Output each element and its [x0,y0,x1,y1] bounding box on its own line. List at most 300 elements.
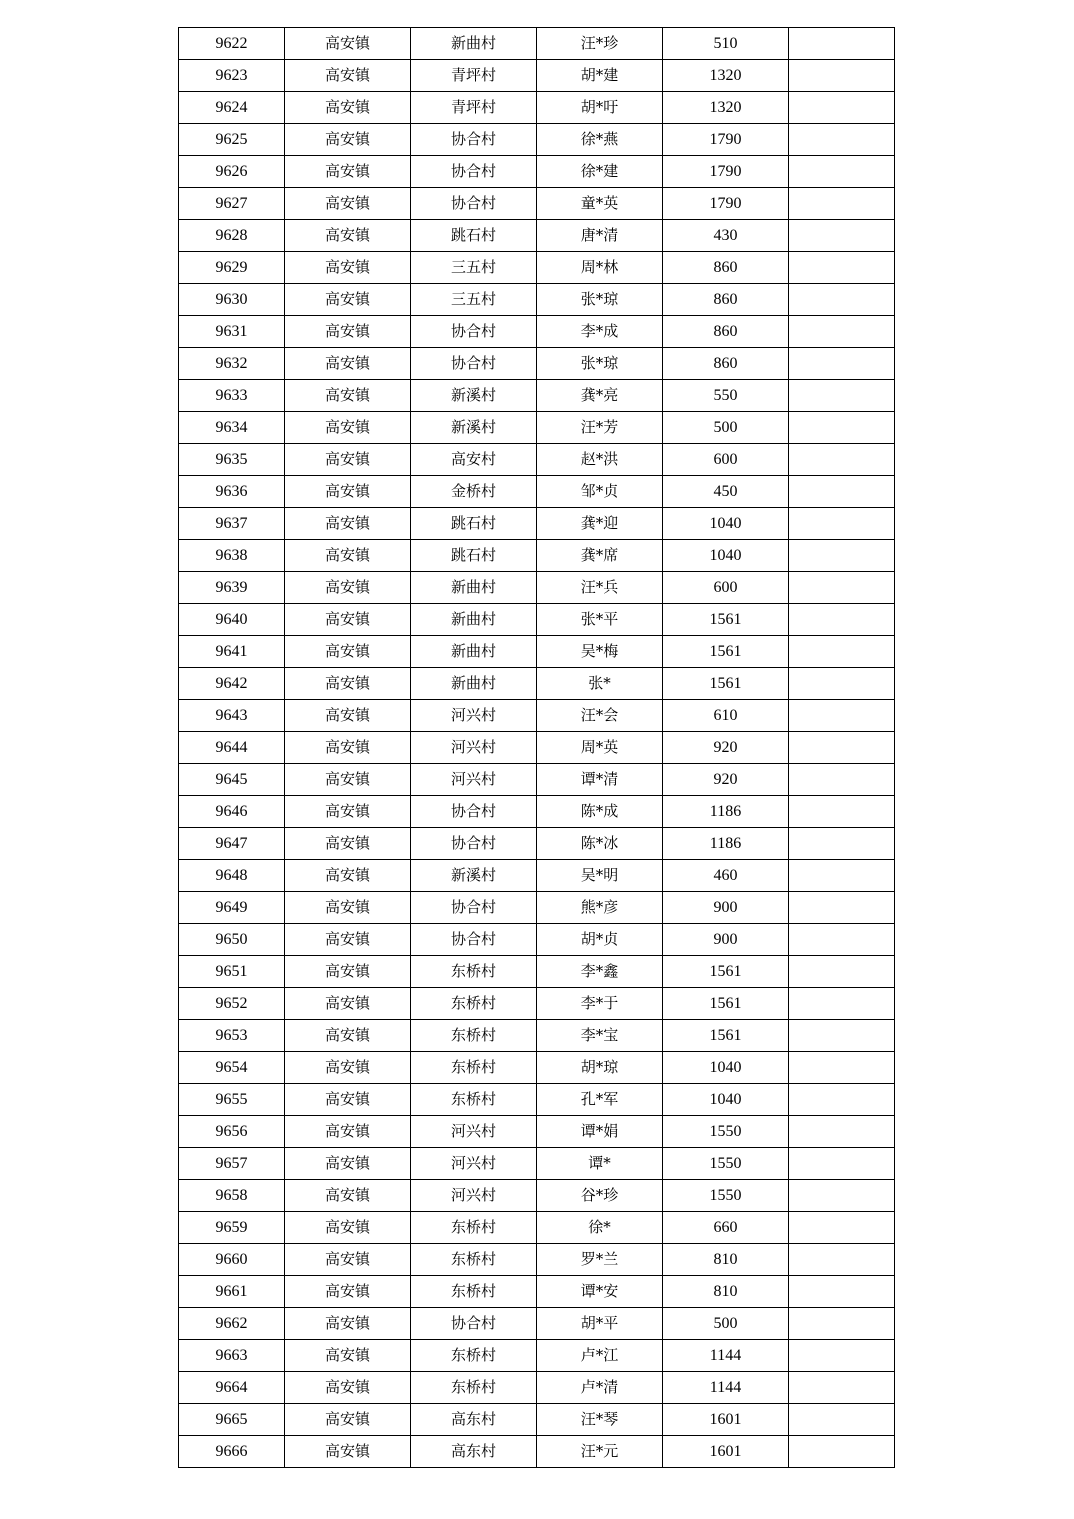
village-cell: 新曲村 [411,636,537,668]
township-cell: 高安镇 [285,1052,411,1084]
amount-cell: 860 [663,348,789,380]
remark-cell [789,92,895,124]
name-cell: 徐* [537,1212,663,1244]
name-cell: 张* [537,668,663,700]
amount-cell: 1561 [663,956,789,988]
township-cell: 高安镇 [285,252,411,284]
township-cell: 高安镇 [285,412,411,444]
remark-cell [789,412,895,444]
serial-number-cell: 9654 [179,1052,285,1084]
amount-cell: 1561 [663,1020,789,1052]
name-cell: 徐*燕 [537,124,663,156]
village-cell: 东桥村 [411,1052,537,1084]
village-cell: 协合村 [411,156,537,188]
table-row [179,348,895,380]
amount-cell: 1550 [663,1180,789,1212]
table-row [179,604,895,636]
village-cell: 东桥村 [411,956,537,988]
serial-number-cell: 9634 [179,412,285,444]
amount-cell: 500 [663,412,789,444]
serial-number-cell: 9626 [179,156,285,188]
remark-cell [789,220,895,252]
serial-number-cell: 9658 [179,1180,285,1212]
amount-cell: 1790 [663,188,789,220]
remark-cell [789,1404,895,1436]
township-cell: 高安镇 [285,380,411,412]
village-cell: 协合村 [411,316,537,348]
township-cell: 高安镇 [285,732,411,764]
village-cell: 跳石村 [411,220,537,252]
name-cell: 胡*贞 [537,924,663,956]
remark-cell [789,1180,895,1212]
table-row [179,380,895,412]
amount-cell: 860 [663,252,789,284]
name-cell: 熊*彦 [537,892,663,924]
serial-number-cell: 9642 [179,668,285,700]
name-cell: 唐*清 [537,220,663,252]
table-row [179,1244,895,1276]
name-cell: 胡*建 [537,60,663,92]
serial-number-cell: 9664 [179,1372,285,1404]
name-cell: 徐*建 [537,156,663,188]
amount-cell: 610 [663,700,789,732]
name-cell: 汪*兵 [537,572,663,604]
table-row [179,732,895,764]
name-cell: 谭*娟 [537,1116,663,1148]
remark-cell [789,796,895,828]
name-cell: 李*鑫 [537,956,663,988]
township-cell: 高安镇 [285,1244,411,1276]
township-cell: 高安镇 [285,540,411,572]
serial-number-cell: 9666 [179,1436,285,1468]
village-cell: 河兴村 [411,1148,537,1180]
table-row [179,508,895,540]
remark-cell [789,1020,895,1052]
township-cell: 高安镇 [285,572,411,604]
name-cell: 张*琼 [537,348,663,380]
name-cell: 张*平 [537,604,663,636]
amount-cell: 600 [663,572,789,604]
table-row [179,540,895,572]
township-cell: 高安镇 [285,892,411,924]
table-row [179,572,895,604]
remark-cell [789,1116,895,1148]
table-row [179,924,895,956]
serial-number-cell: 9643 [179,700,285,732]
village-cell: 新溪村 [411,380,537,412]
village-cell: 河兴村 [411,700,537,732]
serial-number-cell: 9640 [179,604,285,636]
amount-cell: 1144 [663,1340,789,1372]
amount-cell: 600 [663,444,789,476]
table-row [179,764,895,796]
serial-number-cell: 9656 [179,1116,285,1148]
serial-number-cell: 9660 [179,1244,285,1276]
village-cell: 河兴村 [411,732,537,764]
serial-number-cell: 9622 [179,28,285,60]
amount-cell: 1790 [663,156,789,188]
village-cell: 协合村 [411,924,537,956]
table-row [179,1276,895,1308]
amount-cell: 1186 [663,796,789,828]
village-cell: 跳石村 [411,540,537,572]
village-cell: 东桥村 [411,1340,537,1372]
serial-number-cell: 9653 [179,1020,285,1052]
name-cell: 汪*芳 [537,412,663,444]
remark-cell [789,892,895,924]
township-cell: 高安镇 [285,828,411,860]
remark-cell [789,380,895,412]
name-cell: 汪*元 [537,1436,663,1468]
name-cell: 卢*清 [537,1372,663,1404]
name-cell: 吴*梅 [537,636,663,668]
name-cell: 龚*席 [537,540,663,572]
village-cell: 三五村 [411,284,537,316]
remark-cell [789,348,895,380]
village-cell: 协合村 [411,348,537,380]
table-row [179,1340,895,1372]
village-cell: 协合村 [411,124,537,156]
township-cell: 高安镇 [285,1148,411,1180]
table-row [179,476,895,508]
village-cell: 协合村 [411,892,537,924]
table-row [179,1212,895,1244]
serial-number-cell: 9636 [179,476,285,508]
amount-cell: 1040 [663,508,789,540]
serial-number-cell: 9641 [179,636,285,668]
remark-cell [789,1244,895,1276]
village-cell: 协合村 [411,1308,537,1340]
table-row [179,828,895,860]
township-cell: 高安镇 [285,1084,411,1116]
serial-number-cell: 9647 [179,828,285,860]
name-cell: 龚*亮 [537,380,663,412]
township-cell: 高安镇 [285,284,411,316]
village-cell: 东桥村 [411,988,537,1020]
name-cell: 卢*江 [537,1340,663,1372]
table-row [179,124,895,156]
name-cell: 陈*冰 [537,828,663,860]
name-cell: 邹*贞 [537,476,663,508]
name-cell: 胡*平 [537,1308,663,1340]
township-cell: 高安镇 [285,636,411,668]
name-cell: 龚*迎 [537,508,663,540]
name-cell: 吴*明 [537,860,663,892]
table-row [179,1116,895,1148]
village-cell: 新溪村 [411,412,537,444]
remark-cell [789,444,895,476]
remark-cell [789,924,895,956]
township-cell: 高安镇 [285,1340,411,1372]
name-cell: 汪*琴 [537,1404,663,1436]
township-cell: 高安镇 [285,604,411,636]
township-cell: 高安镇 [285,668,411,700]
serial-number-cell: 9646 [179,796,285,828]
amount-cell: 660 [663,1212,789,1244]
township-cell: 高安镇 [285,1276,411,1308]
remark-cell [789,60,895,92]
village-cell: 协合村 [411,188,537,220]
remark-cell [789,252,895,284]
village-cell: 协合村 [411,828,537,860]
serial-number-cell: 9629 [179,252,285,284]
remark-cell [789,1212,895,1244]
village-cell: 金桥村 [411,476,537,508]
township-cell: 高安镇 [285,1436,411,1468]
remark-cell [789,956,895,988]
subsidy-list-table [178,27,895,1468]
remark-cell [789,316,895,348]
name-cell: 李*宝 [537,1020,663,1052]
name-cell: 张*琼 [537,284,663,316]
remark-cell [789,700,895,732]
remark-cell [789,284,895,316]
remark-cell [789,188,895,220]
name-cell: 胡*吁 [537,92,663,124]
remark-cell [789,604,895,636]
remark-cell [789,668,895,700]
amount-cell: 900 [663,924,789,956]
amount-cell: 920 [663,732,789,764]
remark-cell [789,732,895,764]
township-cell: 高安镇 [285,28,411,60]
serial-number-cell: 9661 [179,1276,285,1308]
name-cell: 胡*琼 [537,1052,663,1084]
table-row [179,316,895,348]
township-cell: 高安镇 [285,1212,411,1244]
serial-number-cell: 9649 [179,892,285,924]
serial-number-cell: 9645 [179,764,285,796]
table-row [179,92,895,124]
village-cell: 东桥村 [411,1212,537,1244]
serial-number-cell: 9651 [179,956,285,988]
township-cell: 高安镇 [285,124,411,156]
serial-number-cell: 9630 [179,284,285,316]
village-cell: 新曲村 [411,28,537,60]
township-cell: 高安镇 [285,476,411,508]
amount-cell: 810 [663,1244,789,1276]
remark-cell [789,476,895,508]
amount-cell: 1040 [663,540,789,572]
name-cell: 孔*军 [537,1084,663,1116]
township-cell: 高安镇 [285,1372,411,1404]
township-cell: 高安镇 [285,316,411,348]
township-cell: 高安镇 [285,988,411,1020]
village-cell: 跳石村 [411,508,537,540]
table-row [179,220,895,252]
name-cell: 陈*成 [537,796,663,828]
table-row [179,444,895,476]
amount-cell: 1550 [663,1116,789,1148]
name-cell: 罗*兰 [537,1244,663,1276]
serial-number-cell: 9659 [179,1212,285,1244]
remark-cell [789,1276,895,1308]
amount-cell: 1601 [663,1436,789,1468]
township-cell: 高安镇 [285,1308,411,1340]
name-cell: 周*林 [537,252,663,284]
table-row [179,1020,895,1052]
table-row [179,892,895,924]
township-cell: 高安镇 [285,508,411,540]
name-cell: 谭*清 [537,764,663,796]
remark-cell [789,636,895,668]
village-cell: 青坪村 [411,92,537,124]
village-cell: 高东村 [411,1404,537,1436]
name-cell: 李*成 [537,316,663,348]
remark-cell [789,124,895,156]
amount-cell: 550 [663,380,789,412]
table-row [179,60,895,92]
village-cell: 高安村 [411,444,537,476]
village-cell: 河兴村 [411,764,537,796]
table-row [179,796,895,828]
township-cell: 高安镇 [285,1116,411,1148]
village-cell: 新曲村 [411,668,537,700]
serial-number-cell: 9648 [179,860,285,892]
remark-cell [789,156,895,188]
table-row [179,1372,895,1404]
amount-cell: 510 [663,28,789,60]
amount-cell: 1040 [663,1084,789,1116]
remark-cell [789,1148,895,1180]
village-cell: 东桥村 [411,1372,537,1404]
serial-number-cell: 9650 [179,924,285,956]
township-cell: 高安镇 [285,348,411,380]
table-row [179,1148,895,1180]
village-cell: 东桥村 [411,1084,537,1116]
name-cell: 谭*安 [537,1276,663,1308]
remark-cell [789,508,895,540]
remark-cell [789,860,895,892]
amount-cell: 1186 [663,828,789,860]
serial-number-cell: 9663 [179,1340,285,1372]
table-body [179,28,895,1468]
remark-cell [789,1436,895,1468]
village-cell: 东桥村 [411,1020,537,1052]
amount-cell: 460 [663,860,789,892]
serial-number-cell: 9635 [179,444,285,476]
township-cell: 高安镇 [285,796,411,828]
amount-cell: 810 [663,1276,789,1308]
name-cell: 汪*珍 [537,28,663,60]
serial-number-cell: 9625 [179,124,285,156]
table-row [179,284,895,316]
table-row [179,1404,895,1436]
village-cell: 东桥村 [411,1244,537,1276]
amount-cell: 1561 [663,668,789,700]
village-cell: 河兴村 [411,1116,537,1148]
table-row [179,156,895,188]
table-row [179,1308,895,1340]
serial-number-cell: 9637 [179,508,285,540]
township-cell: 高安镇 [285,60,411,92]
serial-number-cell: 9639 [179,572,285,604]
serial-number-cell: 9632 [179,348,285,380]
remark-cell [789,540,895,572]
table-row [179,700,895,732]
table-row [179,636,895,668]
serial-number-cell: 9655 [179,1084,285,1116]
amount-cell: 1320 [663,92,789,124]
township-cell: 高安镇 [285,156,411,188]
amount-cell: 1320 [663,60,789,92]
amount-cell: 430 [663,220,789,252]
table-row [179,1436,895,1468]
serial-number-cell: 9627 [179,188,285,220]
remark-cell [789,28,895,60]
serial-number-cell: 9638 [179,540,285,572]
name-cell: 周*英 [537,732,663,764]
remark-cell [789,1372,895,1404]
amount-cell: 1144 [663,1372,789,1404]
remark-cell [789,1052,895,1084]
remark-cell [789,764,895,796]
amount-cell: 450 [663,476,789,508]
serial-number-cell: 9633 [179,380,285,412]
serial-number-cell: 9631 [179,316,285,348]
serial-number-cell: 9623 [179,60,285,92]
name-cell: 谭* [537,1148,663,1180]
village-cell: 高东村 [411,1436,537,1468]
village-cell: 新曲村 [411,572,537,604]
amount-cell: 1790 [663,124,789,156]
serial-number-cell: 9644 [179,732,285,764]
remark-cell [789,1340,895,1372]
name-cell: 赵*洪 [537,444,663,476]
remark-cell [789,1084,895,1116]
township-cell: 高安镇 [285,1404,411,1436]
table-row [179,668,895,700]
remark-cell [789,572,895,604]
table-row [179,412,895,444]
township-cell: 高安镇 [285,1180,411,1212]
name-cell: 谷*珍 [537,1180,663,1212]
amount-cell: 1550 [663,1148,789,1180]
village-cell: 新曲村 [411,604,537,636]
township-cell: 高安镇 [285,700,411,732]
amount-cell: 860 [663,284,789,316]
amount-cell: 1561 [663,636,789,668]
amount-cell: 920 [663,764,789,796]
township-cell: 高安镇 [285,764,411,796]
amount-cell: 1561 [663,604,789,636]
serial-number-cell: 9665 [179,1404,285,1436]
name-cell: 汪*会 [537,700,663,732]
township-cell: 高安镇 [285,860,411,892]
amount-cell: 900 [663,892,789,924]
serial-number-cell: 9628 [179,220,285,252]
table-row [179,252,895,284]
serial-number-cell: 9657 [179,1148,285,1180]
table-row [179,1180,895,1212]
village-cell: 协合村 [411,796,537,828]
amount-cell: 1561 [663,988,789,1020]
township-cell: 高安镇 [285,444,411,476]
village-cell: 新溪村 [411,860,537,892]
remark-cell [789,828,895,860]
name-cell: 童*英 [537,188,663,220]
table-row [179,1084,895,1116]
remark-cell [789,1308,895,1340]
township-cell: 高安镇 [285,220,411,252]
amount-cell: 1040 [663,1052,789,1084]
amount-cell: 500 [663,1308,789,1340]
village-cell: 三五村 [411,252,537,284]
remark-cell [789,988,895,1020]
village-cell: 东桥村 [411,1276,537,1308]
table-row [179,988,895,1020]
village-cell: 河兴村 [411,1180,537,1212]
